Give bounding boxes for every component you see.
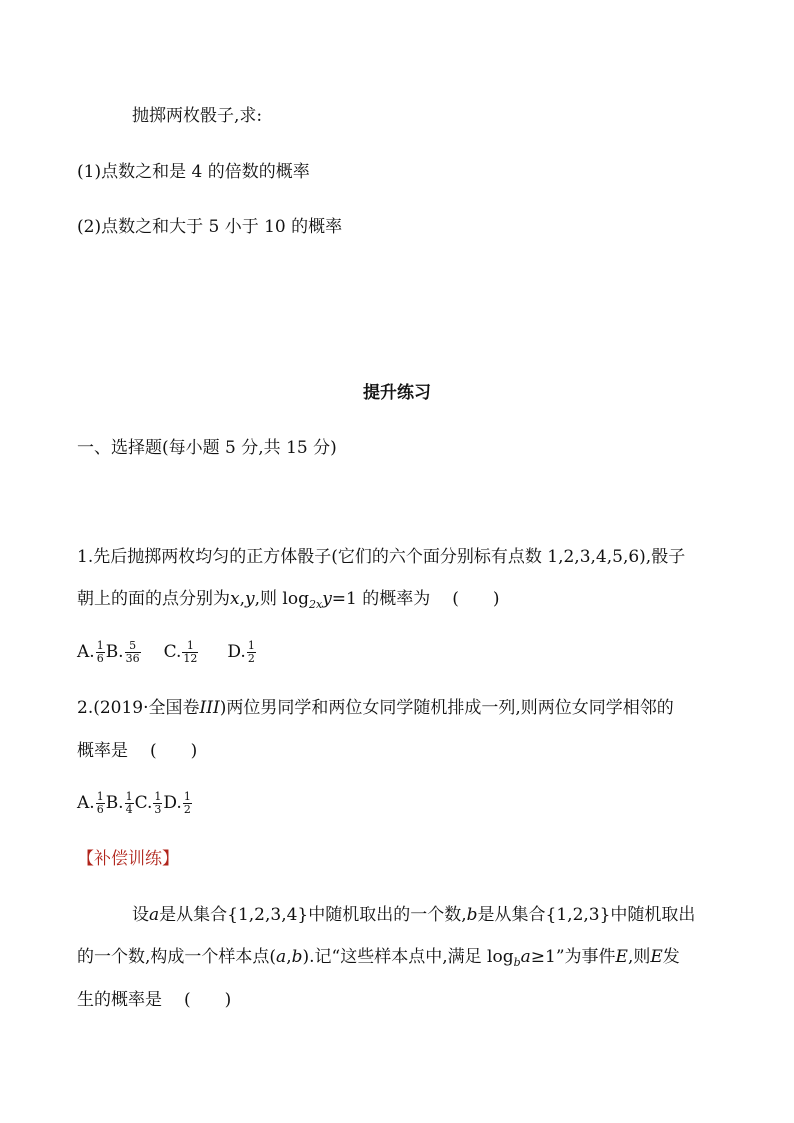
supp-text: 设 bbox=[132, 905, 149, 925]
option-a-label: A. bbox=[77, 793, 95, 813]
comma: , bbox=[286, 947, 292, 967]
option-d-fraction: $\frac{1}{2}$ bbox=[183, 790, 191, 816]
roman-numeral: III bbox=[199, 698, 220, 718]
var-y: y bbox=[245, 589, 255, 609]
log-arg: a bbox=[520, 947, 531, 967]
option-c-label: C. bbox=[163, 642, 182, 662]
log-arg: y bbox=[322, 589, 332, 609]
q1-line-2 bbox=[77, 587, 500, 617]
supp-text: ).记“这些样本点中,满足 log bbox=[302, 947, 514, 967]
option-a-fraction: $\frac{1}{6}$ bbox=[96, 639, 104, 665]
intro-part-1: (1)点数之和是 4 的倍数的概率 bbox=[77, 162, 310, 182]
var-e: E bbox=[650, 947, 663, 967]
q1-options bbox=[77, 640, 257, 665]
var-e: E bbox=[615, 947, 628, 967]
option-c-fraction: $\frac{1}{12}$ bbox=[183, 639, 198, 665]
option-a-label: A. bbox=[77, 642, 95, 662]
supp-text: 是从集合{1,2,3}中随机取出 bbox=[477, 905, 696, 925]
supp-text: ,则 bbox=[627, 947, 651, 967]
q2-line-2 bbox=[77, 739, 197, 763]
supp-text: 是从集合{1,2,3,4}中随机取出的一个数, bbox=[159, 905, 467, 925]
option-c-label: C. bbox=[134, 793, 153, 813]
var-a: a bbox=[276, 947, 287, 967]
answer-blank: ( ) bbox=[452, 589, 500, 609]
q1-text: 朝上的面的点分别为 bbox=[77, 589, 230, 609]
answer-blank: ( ) bbox=[150, 741, 198, 761]
var-b: b bbox=[291, 947, 303, 967]
option-b-label: B. bbox=[105, 642, 124, 662]
option-c-fraction: $\frac{1}{3}$ bbox=[154, 790, 162, 816]
q2-text: )两位男同学和两位女同学随机排成一列,则两位女同学相邻的 bbox=[219, 698, 674, 718]
supp-text: 发 bbox=[662, 947, 680, 967]
log-base: 2x bbox=[308, 598, 323, 611]
option-a-fraction: $\frac{1}{6}$ bbox=[96, 790, 104, 816]
answer-blank: ( ) bbox=[184, 990, 232, 1010]
supplement-label: 【补偿训练】 bbox=[77, 849, 179, 869]
option-b-label: B. bbox=[105, 793, 124, 813]
q2-text: 2.(2019·全国卷 bbox=[77, 698, 200, 718]
option-b-fraction: $\frac{1}{4}$ bbox=[125, 790, 133, 816]
supplement-line-2 bbox=[77, 945, 680, 975]
option-d-label: D. bbox=[227, 642, 246, 662]
option-d-fraction: $\frac{1}{2}$ bbox=[247, 639, 255, 665]
supplement-line-1 bbox=[132, 903, 695, 927]
var-b: b bbox=[466, 905, 478, 925]
supplement-line-3 bbox=[77, 988, 231, 1012]
option-b-fraction: $\frac{5}{36}$ bbox=[125, 639, 140, 665]
section-subtitle: 一、选择题(每小题 5 分,共 15 分) bbox=[77, 438, 337, 458]
comma: , bbox=[239, 589, 245, 609]
section-title: 提升练习 bbox=[363, 383, 431, 403]
log-base: b bbox=[513, 956, 521, 969]
supp-text: 的一个数,构成一个样本点( bbox=[77, 947, 277, 967]
q2-line-1 bbox=[77, 696, 674, 720]
intro-stem: 抛掷两枚骰子,求: bbox=[132, 106, 263, 126]
var-x: x bbox=[230, 589, 240, 609]
supp-text: ≥1”为事件 bbox=[530, 947, 616, 967]
q1-line-1: 1.先后抛掷两枚均匀的正方体骰子(它们的六个面分别标有点数 1,2,3,4,5,6),骰子 bbox=[77, 547, 686, 567]
q1-text: =1 的概率为 bbox=[331, 589, 431, 609]
option-d-label: D. bbox=[163, 793, 182, 813]
var-a: a bbox=[149, 905, 160, 925]
q2-text: 概率是 bbox=[77, 741, 128, 761]
q2-options bbox=[77, 791, 193, 816]
q1-text: ,则 log bbox=[254, 589, 309, 609]
intro-part-2: (2)点数之和大于 5 小于 10 的概率 bbox=[77, 217, 343, 237]
supp-text: 生的概率是 bbox=[77, 990, 162, 1010]
